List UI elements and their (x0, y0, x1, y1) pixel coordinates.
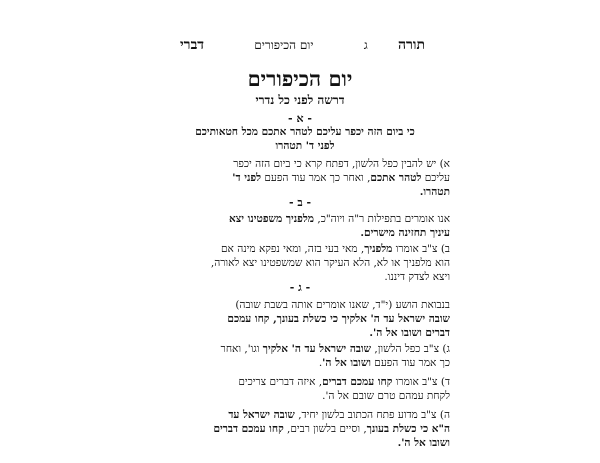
paragraph-line: בנבואת הושע (י"ד, שאנו אומרים אותה בשבת שובה) (235, 299, 450, 311)
section-c-quote (160, 298, 450, 340)
paragraph-line (160, 356, 450, 370)
paragraph-line (160, 171, 450, 185)
text-run: ד) צ"ב אומרו (392, 376, 450, 388)
emphasis-run: שובה ישראל עד (228, 409, 295, 421)
text-run: , וסיים בלשון רבים, (283, 423, 367, 435)
heading-line: כי ביום הזה יכפר עליכם לטהר אתכם מכל חטאותיכם (195, 126, 415, 138)
paragraph-line (160, 408, 450, 422)
section-a-paragraph (160, 157, 450, 199)
text-run: ב) צ"ב אומרו (392, 243, 450, 255)
section-c-paragraph-d (160, 375, 450, 403)
section-c-paragraph-h (160, 408, 450, 450)
text-run: אנו אומרים בתפילות ר"ה ויוה"כ, (314, 213, 450, 225)
emphasis-run: קחו עמכם דברים (322, 376, 393, 388)
emphasis-run: קחו עמכם דברים (213, 423, 284, 435)
paragraph-line (160, 242, 450, 256)
text-run: , מאי בעי בזה, ומאי נפקא מינה אם (221, 243, 365, 255)
paragraph-line (160, 212, 450, 226)
paragraph-line: שובה ישראל עד ה' אלקיך כי כשלת בעונך, קחו עמכם (227, 313, 450, 325)
text-run: עליכם (421, 172, 450, 184)
text-run: וגו', ואחר (220, 343, 263, 355)
paragraph-line: עיניך תחזינה מישרים. (360, 227, 450, 239)
paragraph-line: ושובו אל ה'. (397, 437, 450, 449)
emphasis-run: ושובו אל ה' (322, 357, 371, 369)
text-run: . (318, 357, 323, 369)
text-run: , ואחר כך אמר עוד הפעם (261, 172, 371, 184)
emphasis-run: מלפניך משפטינו יצא (228, 213, 315, 225)
header-left-word: תורה (397, 37, 425, 53)
section-mark-c: - ג - (289, 281, 311, 294)
text-run: ה) צ"ב מדוע פתח הכתוב בלשון יחיד, (294, 409, 450, 421)
page-subtitle: דרשה לפני כל נדרי (255, 93, 345, 107)
paragraph-line: הוא מלפניך או לא, הלא העיקר הוא שמשפטינו יצא לאורה, (210, 257, 450, 269)
section-c-paragraph-g (160, 342, 450, 370)
emphasis-run: מלפניך (364, 243, 393, 255)
text-run: כך אמר עוד הפעם (370, 357, 450, 369)
paragraph-line: ויצא לצדק דיננו. (384, 271, 450, 283)
header-right-label: דברי (180, 37, 205, 53)
paragraph-line: א) יש להבין כפל הלשון, דפתח קרא כי ביום הזה יכפר (233, 158, 450, 170)
section-a-heading (160, 125, 450, 153)
text-run: ג) צ"ב כפל הלשון, (371, 343, 450, 355)
header-left-group (364, 37, 425, 54)
paragraph-line: תטהרו. (419, 186, 450, 198)
emphasis-run: לפני ד' (232, 172, 261, 184)
running-header (180, 37, 425, 57)
section-b-quote (160, 212, 450, 240)
header-middle-label: יום הכיפורים (254, 38, 314, 52)
section-mark-a: - א - (288, 112, 312, 125)
section-b-paragraph (160, 242, 450, 284)
section-mark-b: - ב - (288, 196, 312, 209)
heading-line: לפני ד' תטהרו (275, 140, 335, 152)
page-title: יום הכיפורים (247, 66, 353, 91)
header-left-letter: ג (363, 38, 368, 52)
emphasis-run: שובה ישראל עד ה' אלקיך (262, 343, 372, 355)
text-run: , איזה דברים צריכים (238, 376, 323, 388)
paragraph-line: דברים ושובו אל ה'. (369, 327, 450, 339)
paragraph-line (160, 422, 450, 436)
paragraph-line (160, 375, 450, 389)
paragraph-line: לקחת עמהם טרם שובם אל ה'. (322, 390, 450, 402)
emphasis-run: לטהר אתכם (370, 172, 422, 184)
paragraph-line (160, 342, 450, 356)
emphasis-run: ה"א כי כשלת בעונך (366, 423, 450, 435)
